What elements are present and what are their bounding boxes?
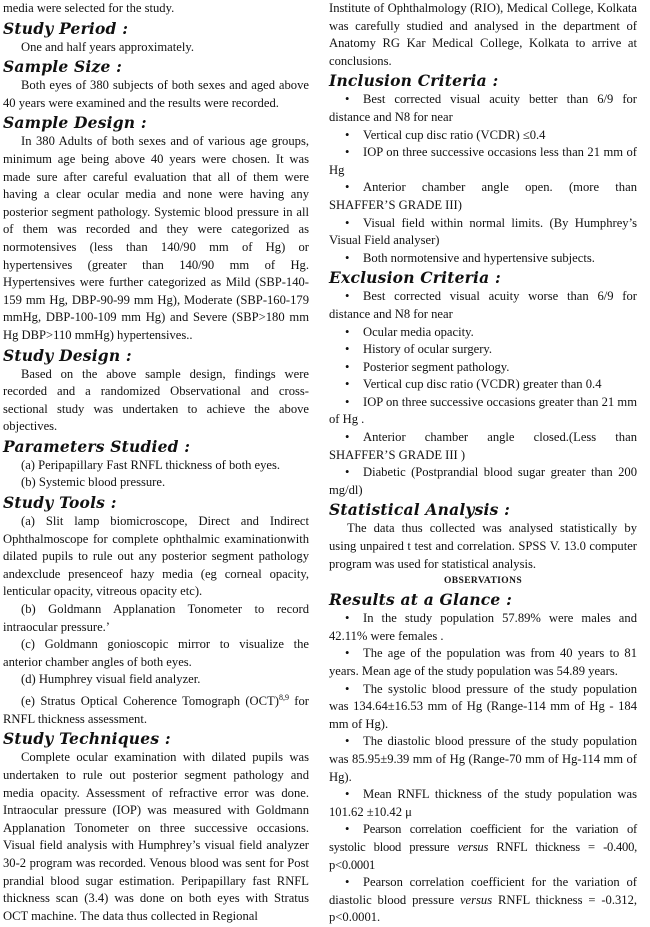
study-design-heading: Study Design : [3,345,132,365]
tool-item: (c) Goldmann gonioscopic mirror to visualize the anterior chamber angles of both eyes. [3,637,309,669]
result-item: • In the study population 57.89% were males and 42.11% were females . [329,611,637,643]
bullet-icon: • [345,611,350,626]
observations-heading: OBSERVATIONS [443,576,523,587]
bullet-icon: • [345,342,350,357]
bullet-icon: • [345,377,350,392]
bullet-icon: • [345,250,350,265]
bullet-icon: • [345,394,350,409]
bullet-icon: • [345,359,350,374]
inclusion-item: • Anterior chamber angle open. (more than SHAFFER’S GRADE III) [329,180,637,212]
statistical-heading: Statistical Analysis : [329,500,511,520]
study-period-heading: Study Period : [3,18,129,38]
tool-item-e-text: (e) Stratus Optical Coherence Tomograph (OCT) [21,694,279,709]
exclusion-item: • Diabetic (Postprandial blood sugar greater than 200 mg/dl) [329,465,637,497]
study-tools-heading: Study Tools : [3,493,117,513]
bullet-icon: • [345,215,350,230]
study-techniques-heading: Study Techniques : [3,729,171,749]
sample-design-text: In 380 Adults of both sexes and of various age groups, minimum age being above 40 years were chosen. It was made sure after careful evaluation that all of them were having a clear ocular media and none were having any posterior segment pathology. Systemic blood pressure in all of them was recorded and they were categorized as normotensives (less than 140/90 mm of Hg) or hypertensives (greater than 140/90 mm of Hg. Hypertensives were further categorized as Mild (SBP-140-159 mm Hg, DBP-90-99 mm Hg), Moderate (SBP-160-179 mmHg, DBP-100-109 mm Hg) and Severe (SBP>180 mm Hg DBP>110 mmHg) hypertensives.. [3,134,309,342]
exclusion-item: • Anterior chamber angle closed.(Less than SHAFFER’S GRADE III ) [329,430,637,462]
result-item: • The age of the population was from 40 years to 81 years. Mean age of the study population was 54.89 years. [329,646,637,678]
tool-item: (b) Goldmann Applanation Tonometer to record intraocular pressure.’ [3,602,309,634]
exclusion-item: • Ocular media opacity. [329,324,637,342]
bullet-icon: • [345,180,350,195]
exclusion-heading: Exclusion Criteria : [329,268,501,288]
continuation-text: Institute of Ophthalmology (RIO), Medical College, Kolkata was carefully studied and analysed in the department of Anatomy RG Kar Medical College, Kolkata to arrive at conclusions. [329,1,637,68]
result-item: • The systolic blood pressure of the study population was 134.64±16.53 mm of Hg (Range-114 mm of Hg - 184 mm of Hg). [329,681,637,731]
reference-superscript: 8,9 [278,693,289,702]
tool-item [3,689,309,728]
result-item: • Mean RNFL thickness of the study population was 101.62 ±10.42 μ [329,787,637,819]
inclusion-heading: Inclusion Criteria : [329,71,499,91]
bullet-icon: • [345,875,350,890]
results-heading: Results at a Glance : [329,590,513,610]
sample-size-heading: Sample Size : [3,57,123,77]
inclusion-item: • Best corrected visual acuity better than 6/9 for distance and N8 for near [329,92,637,124]
bullet-icon: • [345,92,350,107]
bullet-icon: • [345,681,350,696]
sample-design-heading: Sample Design : [3,113,147,133]
intro-line: media were selected for the study. [3,1,175,15]
exclusion-item: • History of ocular surgery. [329,341,637,359]
bullet-icon: • [345,465,350,480]
inclusion-item: • IOP on three successive occasions less than 21 mm of Hg [329,145,637,177]
bullet-icon: • [345,289,350,304]
bullet-icon: • [345,430,350,445]
exclusion-item: • IOP on three successive occasions greater than 21 mm of Hg . [329,394,637,427]
inclusion-item: • Vertical cup disc ratio (VCDR) ≤0.4 [329,127,637,145]
result-item: • Pearson correlation coefficient for the variation of systolic blood pressure versus RNFL thickness = -0.400, p<0.0001 [329,822,638,872]
tool-item: (a) Slit lamp biomicroscope, Direct and Indirect Ophthalmoscope for complete ophthalmic examinationwith dilated pupils to rule out any posterior segment pathology andexclude presenceof hazy media (eg corneal opacity, lenticular opacity, vitreous opacity etc). [3,514,309,599]
tool-item: (d) Humphrey visual field analyzer. [21,672,201,687]
tool-item-e-end: for RNFL thickness assessment. [3,694,309,726]
statistical-text: The data thus collected was analysed statistically by using unpaired t test and correlation. SPSS V. 13.0 computer program was used for statistical analysis. [329,521,637,571]
parameters-heading: Parameters Studied : [3,436,191,456]
exclusion-item: • Vertical cup disc ratio (VCDR) greater than 0.4 [329,376,637,394]
bullet-icon: • [345,822,350,837]
bullet-icon: • [345,127,350,142]
bullet-icon: • [345,646,350,661]
study-design-text: Based on the above sample design, findings were recorded and a randomized Observational and cross-sectional study was undertaken to achieve the above objectives. [3,366,309,434]
bullet-icon: • [345,734,350,749]
exclusion-item: • Posterior segment pathology. [329,359,637,377]
parameter-item: (b) Systemic blood pressure. [21,475,166,490]
result-item: • The diastolic blood pressure of the study population was 85.95±9.39 mm of Hg (Range-70 mm of Hg-114 mm of Hg). [329,734,637,784]
inclusion-item: • Visual field within normal limits. (By Humphrey’s Visual Field analyser) [329,215,637,248]
left-column [3,0,309,925]
study-techniques-text: Complete ocular examination with dilated pupils was undertaken to rule out posterior segment pathology and media opacity. Assessment of refractive error was done. Intraocular pressure (IOP) was measured with Goldmann Applanation Tonometer on three successive occasions. Visual field analysis with Humphrey’s visual field analyzer 30-2 program was recorded. Venous blood was sent for Post prandial blood sugar estimation. Peripapillary fast RNFL thickness scan (3.4) was done on both eyes with Stratus OCT machine. The data thus collected in Regional [3,750,309,923]
study-period-text: One and half years approximately. [21,39,194,54]
bullet-icon: • [345,324,350,339]
bullet-icon: • [345,787,350,802]
parameter-item: (a) Peripapillary Fast RNFL thickness of both eyes. [21,457,281,472]
bullet-icon: • [345,145,350,160]
right-column [329,0,637,927]
result-item: • Pearson correlation coefficient for the variation of diastolic blood pressure versus RNFL thickness = -0.312, p<0.0001. [329,875,638,925]
inclusion-item: • Both normotensive and hypertensive subjects. [329,250,637,268]
exclusion-item: • Best corrected visual acuity worse than 6/9 for distance and N8 for near [329,289,637,321]
sample-size-text: Both eyes of 380 subjects of both sexes and aged above 40 years were examined and the results were recorded. [3,78,309,110]
